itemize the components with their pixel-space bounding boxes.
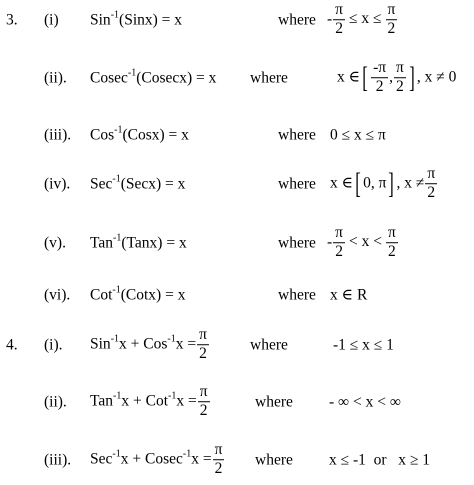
condition: - $\frac{\pi}{2}$ ≤ x ≤ $\frac{\pi}{2}$	[327, 1, 396, 38]
row-4-ii	[0, 384, 474, 420]
left-bracket: [	[355, 167, 361, 200]
equation: Cosec$^{-1}$(Cosecx) = x	[90, 67, 217, 87]
condition: x ∈[ 0, π] , x ≠ $\frac{\pi}{2}$	[330, 165, 436, 202]
where-word: where	[250, 336, 288, 354]
condition: - ∞ < x < ∞	[329, 393, 401, 411]
row-3-iii	[0, 117, 474, 153]
item-label: (iii).	[44, 451, 72, 469]
row-3-i	[0, 2, 474, 38]
where-word: where	[278, 126, 316, 144]
where-word: where	[278, 286, 316, 304]
item-label: (iv).	[44, 175, 71, 193]
row-4-iii	[0, 442, 474, 478]
pi-over-2-fraction: $\frac{\pi}{2}$	[335, 224, 343, 261]
condition: 0 ≤ x ≤ π	[330, 126, 386, 144]
equation: Tan$^{-1}$x + Cot$^{-1}$x = $\frac{\pi}{2}$	[90, 383, 208, 420]
where-word: where	[250, 69, 288, 87]
condition: x ∈[ $\frac{-\pi}{2}$ , $\frac{\pi}{2}$ ] , x ≠ 0	[337, 59, 457, 96]
where-word: where	[255, 451, 293, 469]
pi-over-2-fraction: $\frac{\pi}{2}$	[387, 224, 396, 261]
pi-over-2-fraction: $\frac{\pi}{2}$	[214, 441, 223, 478]
equation: Sec$^{-1}$(Secx) = x	[90, 173, 186, 193]
item-label: (vi).	[44, 286, 71, 304]
pi-over-2-fraction: $\frac{\pi}{2}$	[395, 59, 404, 96]
equation: Sin$^{-1}$x + Cos$^{-1}$x = $\frac{\pi}{2}$	[90, 326, 207, 363]
where-word: where	[278, 175, 316, 193]
row-3-ii	[0, 60, 474, 96]
equation: Tan$^{-1}$(Tanx) = x	[90, 232, 187, 252]
row-3-vi	[0, 277, 474, 313]
where-word: where	[278, 11, 316, 29]
right-bracket: ]	[388, 167, 395, 200]
pi-over-2-fraction: $\frac{\pi}{2}$	[427, 165, 436, 202]
right-bracket: ]	[409, 61, 415, 94]
item-label: (i)	[44, 11, 59, 29]
equation: Cot$^{-1}$(Cotx) = x	[90, 284, 186, 304]
equation: Sec$^{-1}$x + Cosec$^{-1}$x = $\frac{\pi}{2}$	[90, 441, 223, 478]
section-number-3: 3.	[6, 11, 18, 29]
condition: - $\frac{\pi}{2}$ < x < $\frac{\pi}{2}$	[327, 224, 396, 261]
left-bracket: [	[362, 61, 368, 94]
item-label: (ii).	[44, 69, 67, 87]
section-number-4: 4.	[6, 336, 18, 354]
neg-pi-over-2-fraction: $\frac{-\pi}{2}$	[373, 59, 387, 96]
row-4-i	[0, 327, 474, 363]
row-3-iv	[0, 166, 474, 202]
condition: -1 ≤ x ≤ 1	[333, 336, 394, 354]
pi-over-2-fraction: $\frac{\pi}{2}$	[199, 383, 208, 420]
pi-over-2-fraction: $\frac{\pi}{2}$	[199, 326, 207, 363]
item-label: (i).	[44, 336, 63, 354]
condition: x ≤ -1 or x ≥ 1	[329, 451, 430, 469]
item-label: (v).	[44, 234, 66, 252]
condition: x ∈ R	[330, 286, 368, 304]
item-label: (ii).	[44, 393, 67, 411]
equation: Cos$^{-1}$(Cosx) = x	[90, 124, 189, 144]
item-label: (iii).	[44, 126, 72, 144]
pi-over-2-fraction: $\frac{\pi}{2}$	[335, 1, 343, 38]
equation: Sin$^{-1}$(Sinx) = x	[90, 9, 183, 29]
row-3-v	[0, 225, 474, 261]
pi-over-2-fraction: $\frac{\pi}{2}$	[387, 1, 396, 38]
where-word: where	[255, 393, 293, 411]
where-word: where	[278, 234, 316, 252]
